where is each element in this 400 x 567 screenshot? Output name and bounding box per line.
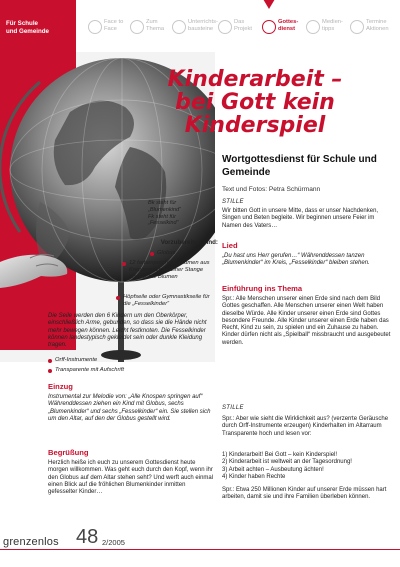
transparent-list (222, 452, 392, 482)
closing-text: Spr.: Etwa 250 Millionen Kinder auf unserer Erde müssen hart arbeiten, damit sie und ihre Familien überleben können. (222, 487, 387, 501)
nav-item-zum-thema[interactable]: Zum Thema (130, 4, 178, 42)
bullet-icon (48, 369, 52, 373)
prop-item: Höpfseile oder Gymnastikseile für die „Fesselkinder“ (116, 294, 216, 308)
page-number: 48 (76, 526, 99, 548)
nav-circle-icon (350, 20, 364, 34)
active-pointer-icon (263, 0, 275, 9)
page-title: Kinderarbeit – bei Gott kein Kinderspiel (167, 67, 343, 138)
stille-label: STILLE (222, 199, 244, 205)
section-heading-lied: Lied (222, 241, 238, 250)
list-item: 1) Kinderarbeit! Bei Gott – kein Kinderspiel! (222, 452, 338, 458)
nav-circle-icon (88, 20, 102, 34)
section-heading-einzug: Einzug (48, 382, 73, 391)
begruessung-text: Herzlich heiße ich euch zu unserem Gottesdienst heute morgen willkommen. Was geht euch durch den Kopf, wenn ihr den Globus auf dem Altar stehen seht? Und werft auch einmal einen Blick auf die fröhlichen Blumenkinder inmitten gefesselter Kinder… (48, 460, 214, 496)
einzug-text: Instrumental zur Melodie von: „Alle Knospen springen auf“ Währenddessen ziehen ein Kind mit Globus, sechs „Blumenkinder“ und sechs „Fesselkinder“ ein. Sie stellen sich um den Altar, auf den der Globus gestellt wird. (48, 394, 211, 422)
section-heading-begruessung: Begrüßung (48, 448, 89, 457)
page-subtitle: Wortgottesdienst für Schule und Gemeinde (222, 154, 377, 178)
opening-text: Wir bitten Gott in unsere Mitte, dass er unser Nachdenken, Singen und Beten begleite. Wir beginnen unsere Feier im Namen des Vaters… (222, 208, 379, 229)
issue-number: 2/2005 (102, 538, 125, 547)
fessel-description: Die Seile werden den 6 Kindern um den Oberkörper, einschließlich Arme, gebunden, so dass sie die Hände nicht mehr bewegen können. Leicht festknoten. Die Fesselkinder können landestypisch gekleidet sein oder dunkle Kleidung tragen. (48, 313, 207, 349)
nav-side-label: Für Schule und Gemeinde (6, 20, 49, 35)
bullet-icon (150, 252, 154, 256)
nav-item-das-projekt[interactable]: Das Projekt (218, 4, 266, 42)
nav-circle-icon (130, 20, 144, 34)
magazine-brand: grenzenlos (3, 536, 59, 548)
list-item: 4) Kinder haben Rechte (222, 474, 286, 481)
prop-item: 12 farbenprächtige Blumen aus Krepppapier an einer Stange oder echte Blumen (122, 260, 216, 280)
list-item: 2) Kinderarbeit ist weltweit an der Tagesordnung! (222, 459, 352, 466)
nav-side-panel (0, 0, 76, 46)
nav-circle-icon (172, 20, 186, 34)
question-text: Spr.: Aber wie sieht die Wirklichkeit aus? (verzerrte Geräusche durch Orff-Instrumente erzeugen) Kinderhalten im Altarraum Transparente hoch und lesen vor: (222, 416, 389, 437)
bullet-icon (116, 296, 120, 300)
prop-item: Globus (150, 250, 216, 257)
byline: Text und Fotos: Petra Schürmann (222, 186, 321, 193)
nav-circle-icon (218, 20, 232, 34)
section-navigation (0, 0, 400, 46)
footer-rule (0, 549, 400, 550)
list-item: 3) Arbeit achten – Ausbeutung ächten! (222, 466, 324, 473)
intro-text: Spr.: Alle Menschen unserer einen Erde sind nach dem Bild Gottes geschaffen. Alle Menschen unserer einen Welt haben dieselbe Würde. Alle Kinder unserer einen Erde sind Gottes besondere Freunde. Alle Kinder unserer einen Erde haben das Recht, Kind zu sein, zu spielen und ein Zuhause zu haben. Kinder dürfen nicht als „Spielball“ missbraucht und ausgebeutet werden. (222, 296, 391, 346)
bullet-icon (48, 359, 52, 363)
section-heading-einfuehrung: Einführung ins Thema (222, 284, 303, 293)
bullet-icon (122, 262, 126, 266)
prop-item: Transparente mit Aufschrift (48, 367, 218, 374)
nav-circle-icon (262, 20, 276, 34)
lied-text: „Du hast uns Herr gerufen…“ Währenddessen tanzen „Blumenkinder“ im Kreis, „Fesselkinder“ bleiben stehen. (222, 253, 370, 267)
role-legend: Bk steht für „Blumenkind“ Fk steht für „Fesselkind“ (148, 200, 181, 227)
nav-item-medientipps[interactable]: Medien- tipps (306, 4, 354, 42)
nav-item-gottesdienst[interactable]: Gottes- dienst (262, 4, 310, 42)
stille-label: STILLE (222, 405, 244, 411)
props-heading: Vorzubereiten sind: (160, 239, 218, 246)
prop-item: Orff-Instrumente (48, 357, 218, 364)
nav-item-face-to-face[interactable]: Face to Face (88, 4, 136, 42)
nav-item-unterrichtsbausteine[interactable]: Unterrichts- bausteine (172, 4, 220, 42)
nav-item-termine[interactable]: Termine Aktionen (350, 4, 398, 42)
nav-circle-icon (306, 20, 320, 34)
